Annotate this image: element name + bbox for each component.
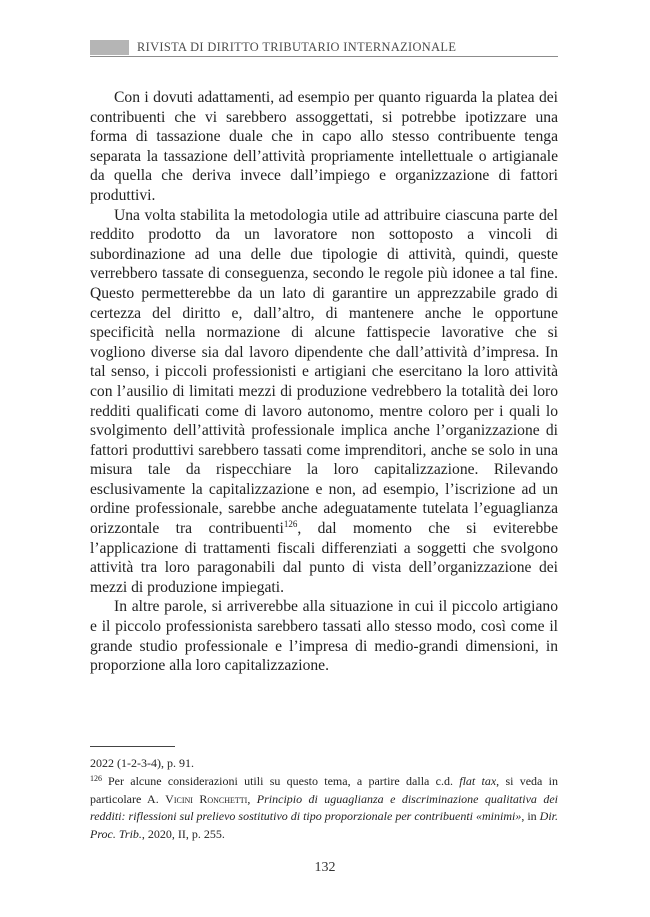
footnote-text-part2: , si veda in particolare A.	[90, 773, 558, 806]
footnote-text-part3: ,	[247, 791, 257, 806]
footnote-continued: 2022 (1-2-3-4), p. 91.	[90, 756, 194, 770]
page-number: 132	[314, 860, 336, 875]
paragraph-2-text-a: Una volta stabilita la metodologia utile ad attribuire ciascuna parte del reddito prodotto da un lavoratore non sottoposto a vincoli di subordinazione ad una delle due tipologie di attività, quindi, queste verrebbero tassate di conseguenza, secondo le regole più idonee a tal fine. Questo permetterebbe da un lato di garantire un apprezzabile grado di certezza del diritto e, dall’altro, di mantenere anche le opportune specificità nella normazione di alcune fattispecie lavorative che si vogliono diverse sia dal lavoro dipendente che dall’attività d’impresa. In tal senso, i piccoli professionisti e artigiani che esercitano la loro attività con l’ausilio di limitati mezzi di produzione vedrebbero la totalità dei loro redditi qualificati come di lavoro autonomo, mentre coloro per i quali lo svolgimento dell’attività professionale implica anche l’organizzazione di fattori produttivi sarebbero tassati come imprenditori, anche se solo in una misura tale da rispecchiare la loro capitalizzazione. Rilevando esclusivamente la capitalizzazione e non, ad esempio, l’iscrizione ad un ordine professionale, sarebbe anche adeguatamente tutelata l’eguaglianza orizzontale tra contribuenti	[90, 206, 558, 538]
footnote-text-part1: Per alcune considerazioni utili su questo tema, a partire dalla c.d.	[108, 773, 460, 788]
footnote-author: Vicini Ronchetti	[165, 791, 248, 806]
running-header	[90, 39, 558, 57]
footnote-126	[90, 773, 558, 844]
footnote-reference-126: 126	[283, 519, 298, 530]
paragraph-3: In altre parole, si arriverebbe alla situazione in cui il piccolo artigiano e il piccolo professionista sarebbero tassati allo stesso modo, così come il grande studio professionale e l’impresa di medio-grandi dimensioni, in proporzione alla loro capitalizzazione.	[90, 598, 558, 675]
footnote-text-part4: , in	[521, 809, 540, 824]
footnote-flat-tax: flat tax	[459, 773, 497, 788]
footnote-separator	[90, 746, 175, 747]
paragraph-2	[90, 206, 558, 598]
footnotes	[90, 755, 558, 844]
footnote-number: 126	[90, 773, 102, 783]
paragraph-1: Con i dovuti adattamenti, ad esempio per quanto riguarda la platea dei contribuenti che vi sarebbero assoggettati, si potrebbe ipotizzare una forma di tassazione duale che in capo allo stesso contribuente tenga separata la tassazione dell’attività propriamente intellettuale o artigianale da quella che deriva invece dall’impiego e organizzazione di fattori produttivi.	[90, 89, 558, 204]
header-gray-bar	[90, 40, 129, 55]
footnote-work-title: Principio di uguaglianza e discriminazione qualitativa dei redditi: riflessioni sul prelievo sostitutivo di tipo proporzionale per contribuenti «minimi»	[90, 791, 558, 824]
journal-title: RIVISTA DI DIRITTO TRIBUTARIO INTERNAZIONALE	[137, 40, 457, 54]
paragraph-2-text-b: , dal momento che si eviterebbe l’applicazione di trattamenti fiscali differenziati a soggetti che svolgono attività tra loro paragonabili dal punto di vista dell’organizzazione dei mezzi di produzione impiegati.	[90, 520, 558, 596]
main-text	[90, 88, 558, 676]
footnote-text-part5: , 2020, II, p. 255.	[141, 827, 225, 842]
footnote-journal: Dir. Proc. Trib.	[90, 809, 559, 842]
